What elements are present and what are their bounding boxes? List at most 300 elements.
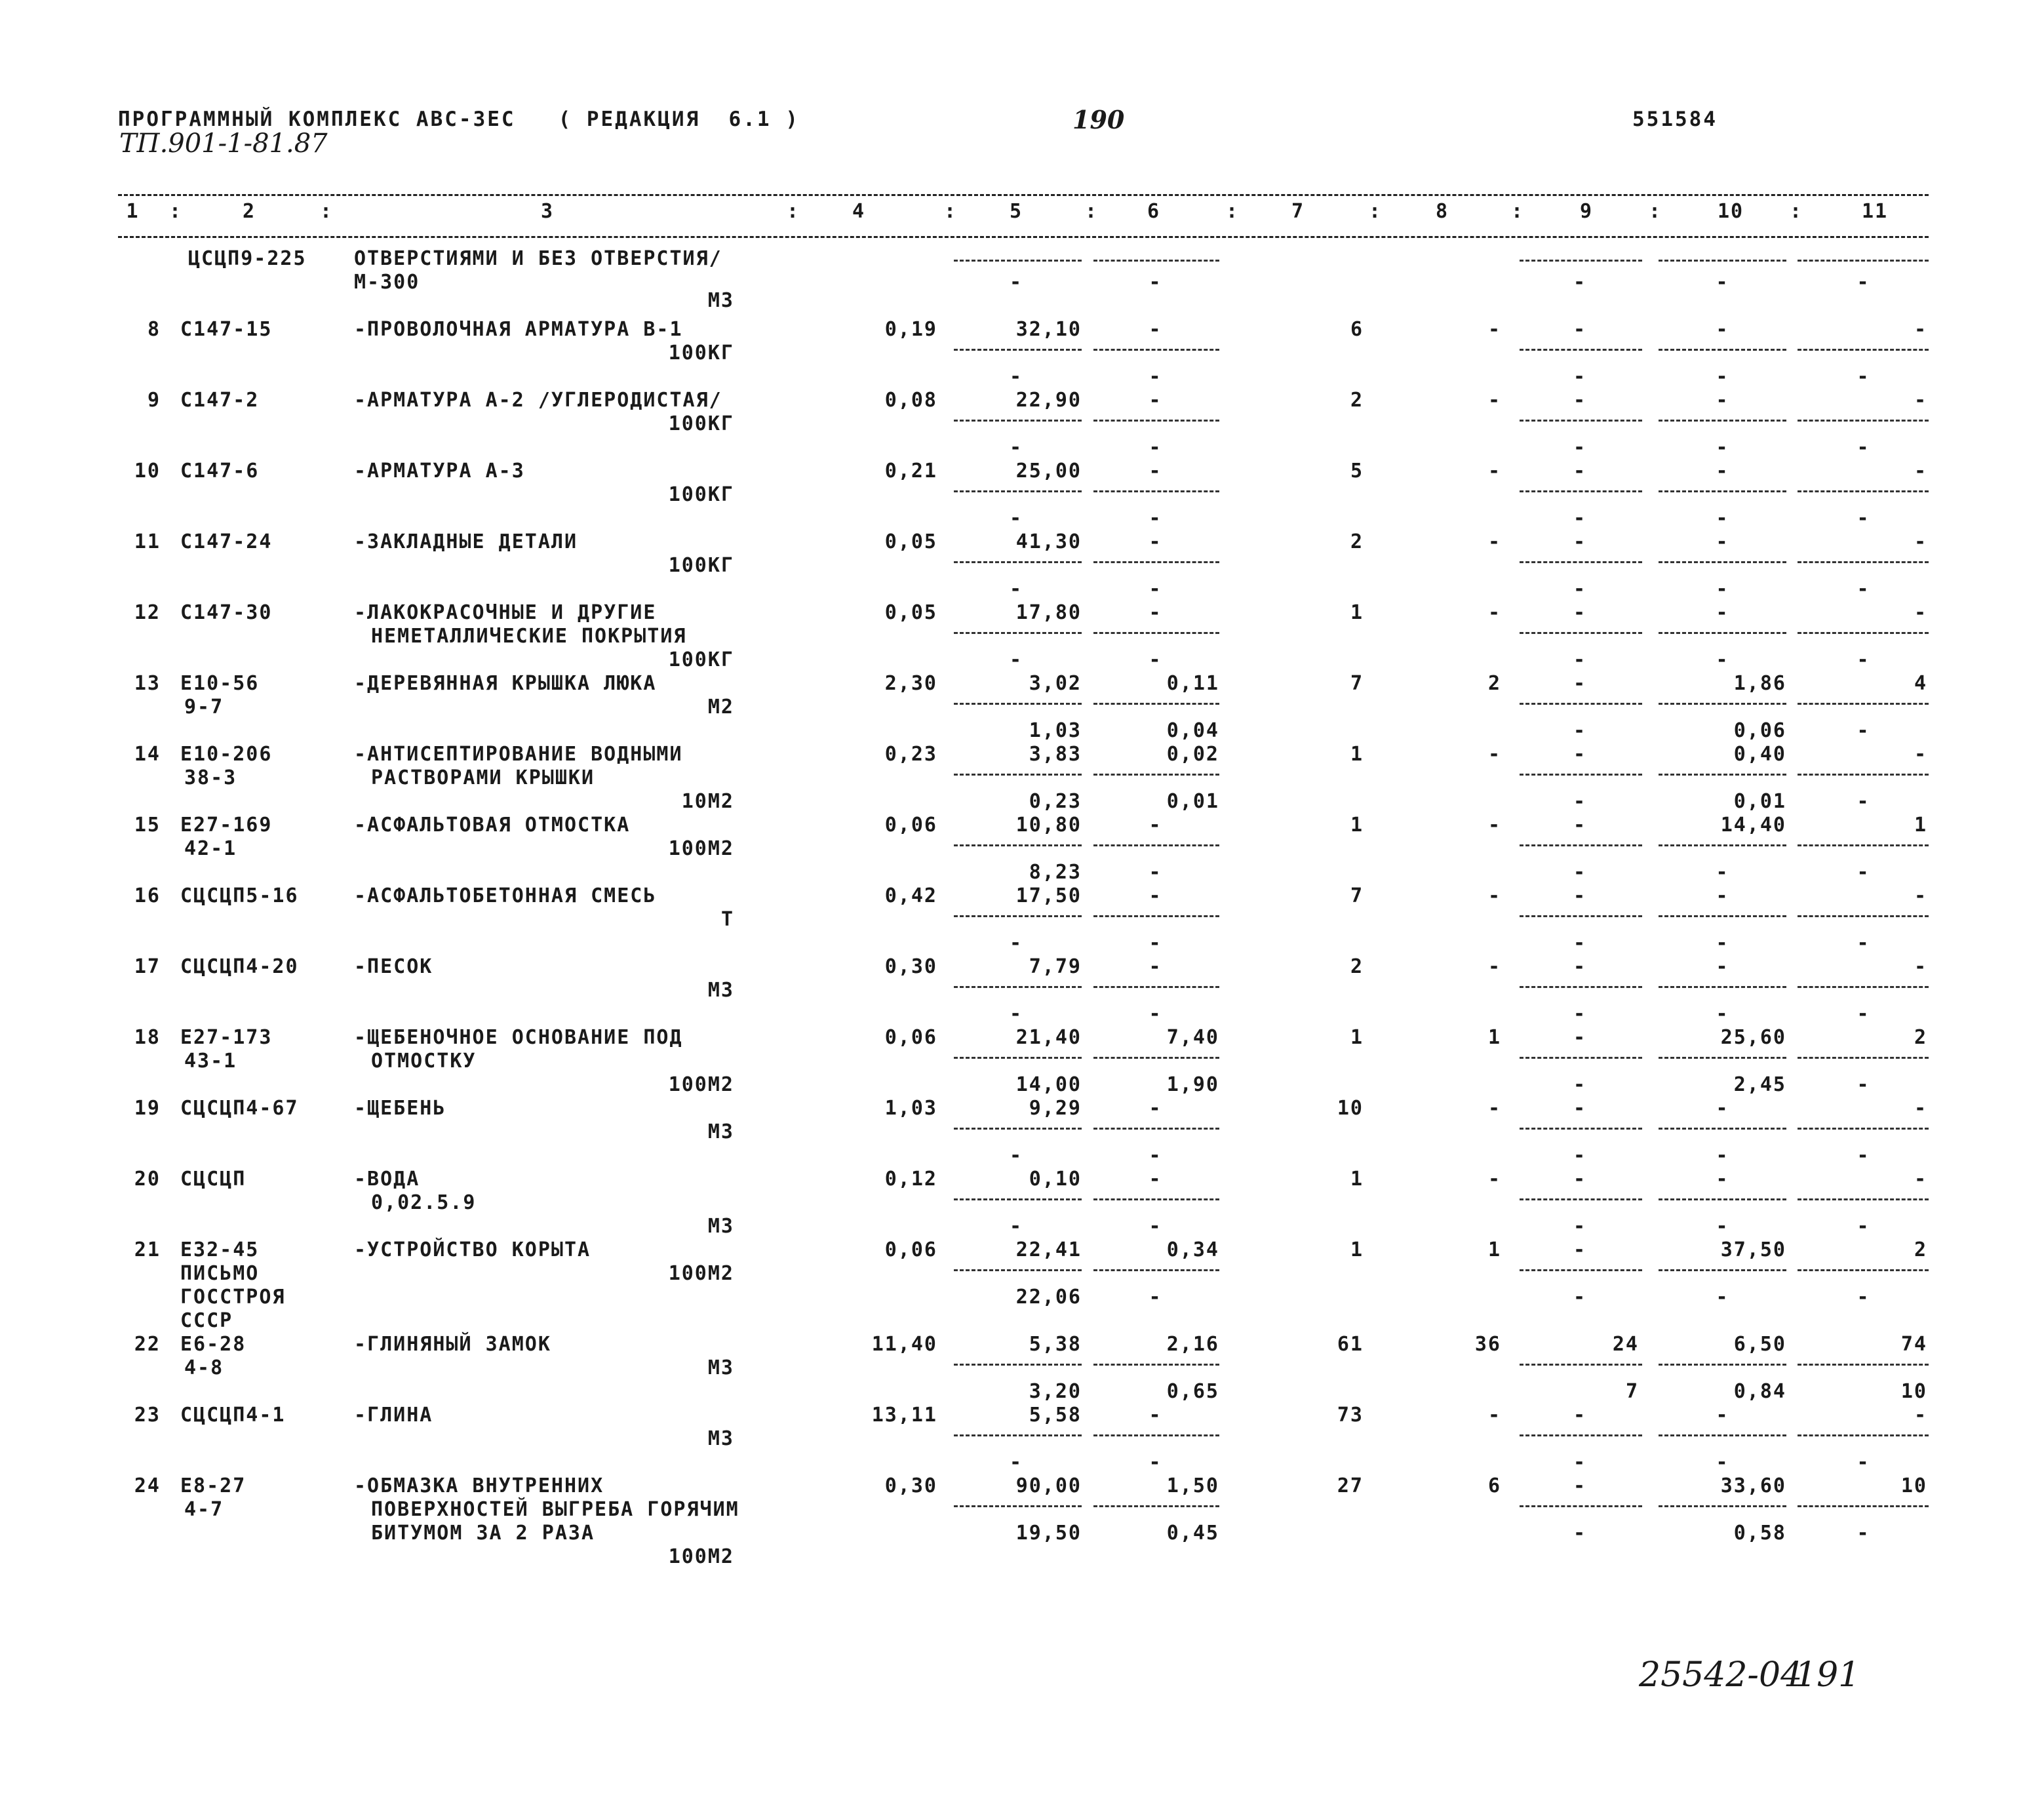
cell-rule [954,1057,1082,1059]
cell-col5-upper: 0,10 [1029,1168,1082,1191]
cell-rule [954,986,1082,988]
cell-col7: 1 [1350,1238,1364,1261]
row-code: 4-8 [184,1356,224,1379]
cell-col6-lower: - [1149,1144,1162,1167]
row-unit: М3 [707,1356,734,1379]
cell-col11-lower: - [1857,1144,1870,1167]
cell-col10-lower: - [1716,436,1729,459]
column-separator: : [169,200,183,223]
row-name: -ВОДА [354,1168,420,1191]
cell-col6-lower: - [1149,1286,1162,1309]
cell-rule [954,1505,1082,1507]
cell-rule [1520,1269,1642,1271]
row-name: -АРМАТУРА А-2 /УГЛЕРОДИСТАЯ/ [354,389,722,412]
cell-col11-lower: - [1857,1002,1870,1025]
row-code: СЦСЦП4-67 [180,1097,299,1120]
column-separator: : [320,200,334,223]
cell-col11-upper: - [1914,1404,1927,1427]
cell-rule [1798,561,1929,563]
cell-col11-upper: 4 [1914,672,1927,695]
cell-col4: 0,05 [884,530,937,553]
cell-col11-upper: - [1914,389,1927,412]
cell-col4: 0,30 [884,955,937,978]
cell-col6-lower: - [1149,1002,1162,1025]
cell-rule [1798,1128,1929,1130]
row-name: 0,02.5.9 [371,1191,477,1214]
cell-col6-upper: 0,11 [1166,672,1219,695]
cell-col5-lower: 22,06 [1015,1286,1082,1309]
project-code: ТП.901-1-81.87 [119,128,328,159]
row-number: 21 [134,1238,161,1261]
row-code: С147-24 [180,530,273,553]
cell-col11-upper: - [1914,318,1927,341]
cell-rule [1520,260,1642,262]
cell-col6-upper: - [1149,814,1162,837]
cell-rule [1659,703,1786,705]
cell-col6-upper: - [1149,955,1162,978]
document-code: 551584 [1632,108,1718,131]
cell-col7: 1 [1350,814,1364,837]
cell-col8: - [1487,884,1501,907]
cell-rule [1520,844,1642,846]
cell-col5-lower: - [1009,365,1023,388]
cell-rule [954,490,1082,492]
column-header-5: 5 [1009,200,1023,223]
cell-col9-upper: - [1573,1097,1587,1120]
cell-col11-lower: - [1857,1286,1870,1309]
row-code: Е27-169 [180,814,273,837]
cell-rule [1093,915,1219,917]
cell-col6-lower: - [1149,1215,1162,1238]
cell-col5-upper: 25,00 [1015,460,1082,483]
cell-col8: - [1487,601,1501,624]
row-code: С147-30 [180,601,273,624]
cell-col9-upper: 24 [1612,1333,1639,1356]
row-number: 16 [134,884,161,907]
cell-col4: 0,08 [884,389,937,412]
cell-rule [1798,490,1929,492]
cell-col9-lower: - [1573,1144,1587,1167]
row-name: -АРМАТУРА А-3 [354,460,525,483]
cell-col10-lower: - [1716,861,1729,884]
cell-rule [954,844,1082,846]
row-unit: М3 [707,289,734,312]
cell-col6-upper: - [1149,1168,1162,1191]
cell-rule [1520,1128,1642,1130]
row-name: ПОВЕРХНОСТЕЙ ВЫГРЕБА ГОРЯЧИМ [371,1498,739,1521]
column-header-7: 7 [1291,200,1305,223]
column-header-1: 1 [126,200,140,223]
cell-col11-upper: - [1914,1097,1927,1120]
cell-col5-lower: - [1009,648,1023,671]
cell-col7: 7 [1350,884,1364,907]
cell-col11-lower: - [1857,507,1870,530]
row-code: Е6-28 [180,1333,246,1356]
cell-col5-upper: 32,10 [1015,318,1082,341]
row-code: Е8-27 [180,1474,246,1497]
cell-col4: 0,23 [884,743,937,766]
column-header-10: 10 [1717,200,1744,223]
row-number: 12 [134,601,161,624]
cell-col11-upper: - [1914,1168,1927,1191]
cell-col8: - [1487,530,1501,553]
cell-col10-upper: - [1716,955,1729,978]
cell-col4: 0,06 [884,1238,937,1261]
cell-rule [954,349,1082,351]
cell-col5-upper: 3,83 [1029,743,1082,766]
row-name: -ДЕРЕВЯННАЯ КРЫШКА ЛЮКА [354,672,657,695]
cell-col5-upper: 3,02 [1029,672,1082,695]
cell-col6-upper: 0,02 [1166,743,1219,766]
row-number: 9 [147,389,161,412]
cell-col10-upper: 33,60 [1720,1474,1786,1497]
cell-col11-upper: - [1914,601,1927,624]
row-number: 19 [134,1097,161,1120]
cell-col8: - [1487,1404,1501,1427]
handwritten-note: 25542-04 [1639,1655,1803,1695]
table-header-rule [118,236,1929,238]
cell-col6-upper: - [1149,601,1162,624]
cell-rule [1093,1057,1219,1059]
cell-rule [1520,1434,1642,1436]
cell-col10-upper: - [1716,1168,1729,1191]
cell-rule [1659,774,1786,776]
column-header-9: 9 [1579,200,1594,223]
cell-col4: 0,12 [884,1168,937,1191]
cell-rule [1093,1128,1219,1130]
row-number: 23 [134,1404,161,1427]
cell-col5-upper: 17,80 [1015,601,1082,624]
cell-col11-upper: - [1914,460,1927,483]
cell-rule [1093,1269,1219,1271]
cell-rule [1659,561,1786,563]
cell-col9-upper: - [1573,743,1587,766]
cell-col7: 1 [1350,743,1364,766]
cell-col6-lower: 1,90 [1166,1073,1219,1096]
cell-col9-lower: - [1573,1002,1587,1025]
cell-col10-lower: 0,58 [1733,1522,1786,1545]
cell-col10-upper: - [1716,1404,1729,1427]
cell-col5-lower: - [1009,436,1023,459]
cell-rule [954,1269,1082,1271]
row-code: Е10-206 [180,743,273,766]
cell-col11-upper: - [1914,743,1927,766]
cell-col9-upper: - [1573,814,1587,837]
cell-rule [1798,420,1929,422]
cell-rule [1093,1364,1219,1366]
cell-col11-upper: 2 [1914,1026,1927,1049]
cell-rule [1093,1198,1219,1200]
cell-col8: - [1487,743,1501,766]
cell-col10-lower: - [1716,365,1729,388]
column-header-3: 3 [540,200,555,223]
row-name: -АСФАЛЬТОБЕТОННАЯ СМЕСЬ [354,884,657,907]
row-unit: 100КГ [668,648,734,671]
row-unit: М3 [707,979,734,1002]
cell-rule [1520,632,1642,634]
cell-col9-lower: 7 [1625,1380,1639,1403]
row-number: 24 [134,1474,161,1497]
cell-col10-upper: - [1716,318,1729,341]
cell-col11-lower: - [1857,578,1870,601]
cell-col11-upper: - [1914,884,1927,907]
row-number: 18 [134,1026,161,1049]
cell-col5-lower: - [1009,1002,1023,1025]
cell-col10-upper: 14,40 [1720,814,1786,837]
cell-col6-upper: 7,40 [1166,1026,1219,1049]
cell-col5-upper: 22,90 [1015,389,1082,412]
cell-col7: 2 [1350,955,1364,978]
cell-col7: 1 [1350,1026,1364,1049]
row-code: 38-3 [184,766,237,789]
cell-col6-lower: 0,45 [1166,1522,1219,1545]
row-unit: 100М2 [668,1262,734,1285]
cell-col11-lower: - [1857,648,1870,671]
cell-col9-upper: - [1573,1238,1587,1261]
cell-col5-upper: 17,50 [1015,884,1082,907]
cell-rule [1659,1434,1786,1436]
cell-col6-upper: 1,50 [1166,1474,1219,1497]
cell-col8: 6 [1487,1474,1501,1497]
cell-col10-lower: - [1716,1002,1729,1025]
cell-col4: 2,30 [884,672,937,695]
cell-rule [1520,561,1642,563]
row-unit: Т [720,908,734,931]
row-unit: М3 [707,1120,734,1143]
cell-col5-lower: - [1009,507,1023,530]
cell-rule [1659,420,1786,422]
cell-col8: - [1487,955,1501,978]
cell-rule [1798,1198,1929,1200]
row-code: С147-15 [180,318,273,341]
cell-rule [1798,632,1929,634]
cell-col5-lower: 0,23 [1029,790,1082,813]
column-header-4: 4 [852,200,866,223]
cell-col9-upper: - [1573,1474,1587,1497]
column-separator: : [1649,200,1662,223]
cell-rule [1798,1505,1929,1507]
row-name: -ЩЕБЕНОЧНОЕ ОСНОВАНИЕ ПОД [354,1026,683,1049]
cell-col8: 1 [1487,1238,1501,1261]
row-number: 15 [134,814,161,837]
cell-col10-upper: - [1716,884,1729,907]
cell-col9-upper: - [1573,1168,1587,1191]
cell-col4: 0,06 [884,814,937,837]
row-code: СЦСЦП5-16 [180,884,299,907]
cell-col5-upper: 21,40 [1015,1026,1082,1049]
cell-col7: 2 [1350,530,1364,553]
cell-rule [1798,1269,1929,1271]
row-code: ЦСЦП9-225 [188,247,307,270]
row-name: БИТУМОМ ЗА 2 РАЗА [371,1522,595,1545]
column-header-6: 6 [1147,200,1161,223]
cell-col9-upper: - [1573,389,1587,412]
cell-col9-lower: - [1573,578,1587,601]
cell-rule [954,420,1082,422]
cell-col9-lower: - [1573,648,1587,671]
row-name: НЕМЕТАЛЛИЧЕСКИЕ ПОКРЫТИЯ [371,625,687,648]
cell-col7: 1 [1350,1168,1364,1191]
cell-col6-upper: - [1149,1097,1162,1120]
cell-col6-lower: - [1149,648,1162,671]
cell-col11-lower: - [1857,1073,1870,1096]
cell-col5-lower: 3,20 [1029,1380,1082,1403]
cell-col9-upper: - [1573,1026,1587,1049]
cell-col5-lower: - [1009,1215,1023,1238]
cell-col10-lower: - [1716,271,1729,294]
cell-rule [1520,703,1642,705]
cell-col8: - [1487,318,1501,341]
table-top-rule [118,194,1929,196]
cell-rule [1798,915,1929,917]
cell-col10-upper: 25,60 [1720,1026,1786,1049]
cell-rule [1659,490,1786,492]
cell-col6-upper: - [1149,318,1162,341]
row-code: 43-1 [184,1050,237,1073]
column-header-2: 2 [242,200,256,223]
cell-col10-lower: - [1716,1286,1729,1309]
program-title: ПРОГРАММНЫЙ КОМПЛЕКС АВС-3ЕС ( РЕДАКЦИЯ 6.1 ) [118,108,800,131]
cell-col7: 2 [1350,389,1364,412]
row-code: 4-7 [184,1498,224,1521]
column-separator: : [1369,200,1383,223]
cell-col5-lower: 1,03 [1029,719,1082,742]
row-code: 9-7 [184,696,224,719]
cell-col10-lower: - [1716,932,1729,955]
cell-col8: - [1487,1168,1501,1191]
cell-col6-lower: - [1149,578,1162,601]
row-name: -ГЛИНА [354,1404,433,1427]
cell-col5-lower: 14,00 [1015,1073,1082,1096]
cell-col6-lower: - [1149,861,1162,884]
cell-col9-upper: - [1573,318,1587,341]
cell-rule [1798,349,1929,351]
column-separator: : [787,200,800,223]
cell-col11-upper: 74 [1900,1333,1927,1356]
cell-rule [1093,632,1219,634]
cell-rule [1093,490,1219,492]
cell-rule [1798,986,1929,988]
cell-rule [1520,349,1642,351]
cell-col4: 0,30 [884,1474,937,1497]
cell-col5-lower: - [1009,1144,1023,1167]
cell-col9-lower: - [1573,719,1587,742]
cell-col5-upper: 5,38 [1029,1333,1082,1356]
cell-rule [1659,986,1786,988]
cell-col11-lower: 10 [1900,1380,1927,1403]
cell-col10-lower: - [1716,578,1729,601]
row-code: ГОССТРОЯ [180,1286,286,1309]
cell-col9-upper: - [1573,601,1587,624]
row-code: Е32-45 [180,1238,260,1261]
cell-col11-lower: - [1857,1522,1870,1545]
row-code: СЦСЦП4-1 [180,1404,286,1427]
cell-col6-lower: 0,01 [1166,790,1219,813]
row-unit: 100М2 [668,1073,734,1096]
cell-col9-lower: - [1573,507,1587,530]
cell-col9-upper: - [1573,530,1587,553]
cell-col10-lower: - [1716,507,1729,530]
cell-rule [1520,1198,1642,1200]
cell-rule [1659,1505,1786,1507]
cell-col7: 1 [1350,601,1364,624]
cell-col10-lower: 0,06 [1733,719,1786,742]
cell-col11-upper: - [1914,530,1927,553]
row-code: СЦСЦП4-20 [180,955,299,978]
cell-col10-lower: - [1716,1215,1729,1238]
cell-col9-upper: - [1573,672,1587,695]
cell-rule [1798,1057,1929,1059]
cell-col5-upper: 9,29 [1029,1097,1082,1120]
cell-rule [1093,260,1219,262]
cell-rule [1093,1434,1219,1436]
cell-col11-upper: - [1914,955,1927,978]
cell-col11-lower: - [1857,719,1870,742]
cell-col7: 10 [1337,1097,1364,1120]
cell-col4: 0,06 [884,1026,937,1049]
cell-col10-upper: - [1716,1097,1729,1120]
cell-col9-lower: - [1573,1451,1587,1474]
cell-col7: 6 [1350,318,1364,341]
row-code: Е10-56 [180,672,260,695]
cell-rule [1659,1364,1786,1366]
cell-col9-lower: - [1573,1215,1587,1238]
cell-rule [954,1364,1082,1366]
cell-col8: - [1487,460,1501,483]
cell-rule [1659,1057,1786,1059]
row-name: -ЛАКОКРАСОЧНЫЕ И ДРУГИЕ [354,601,657,624]
cell-rule [1659,1198,1786,1200]
cell-col5-lower: 19,50 [1015,1522,1082,1545]
cell-rule [954,632,1082,634]
column-separator: : [1085,200,1099,223]
column-separator: : [1511,200,1525,223]
cell-col5-lower: - [1009,1451,1023,1474]
cell-col11-upper: 2 [1914,1238,1927,1261]
cell-rule [1659,632,1786,634]
cell-col9-lower: - [1573,365,1587,388]
cell-rule [1520,986,1642,988]
cell-col6-upper: 2,16 [1166,1333,1219,1356]
cell-col4: 0,21 [884,460,937,483]
cell-col8: 1 [1487,1026,1501,1049]
cell-col10-upper: - [1716,389,1729,412]
cell-col6-lower: 0,65 [1166,1380,1219,1403]
cell-col6-lower: 0,04 [1166,719,1219,742]
cell-col11-lower: - [1857,1451,1870,1474]
cell-rule [1798,260,1929,262]
cell-col6-upper: 0,34 [1166,1238,1219,1261]
cell-col11-lower: - [1857,1215,1870,1238]
cell-col9-lower: - [1573,1522,1587,1545]
cell-rule [1798,1364,1929,1366]
row-number: 8 [147,318,161,341]
cell-col10-upper: 6,50 [1733,1333,1786,1356]
cell-col10-upper: 1,86 [1733,672,1786,695]
row-name: ОТВЕРСТИЯМИ И БЕЗ ОТВЕРСТИЯ/ [354,247,722,270]
cell-rule [1520,1364,1642,1366]
cell-col6-lower: - [1149,365,1162,388]
row-unit: 100М2 [668,837,734,860]
cell-col8: - [1487,389,1501,412]
cell-rule [954,703,1082,705]
cell-col5-upper: 22,41 [1015,1238,1082,1261]
row-unit: 10М2 [681,790,734,813]
cell-col10-lower: - [1716,648,1729,671]
cell-col9-lower: - [1573,1286,1587,1309]
cell-col4: 1,03 [884,1097,937,1120]
row-number: 10 [134,460,161,483]
